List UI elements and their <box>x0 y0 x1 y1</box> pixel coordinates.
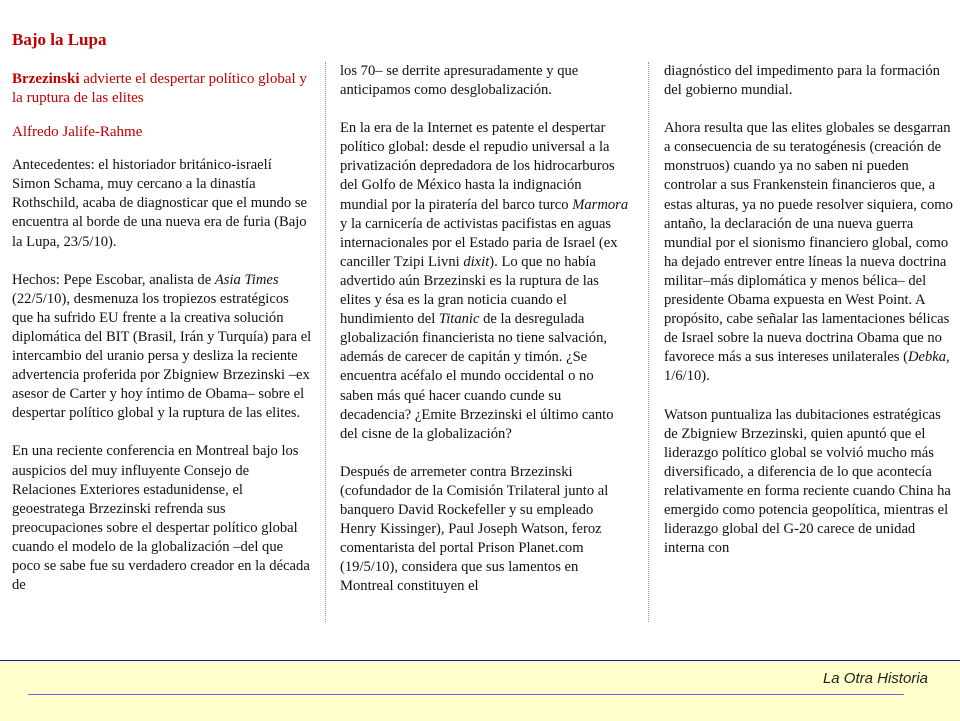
paragraph-text: de la desregulada globalización financierista no tiene salvación, además de carecer de capitán y timón. ¿Se encuentra acéfalo el mundo occidental o no saben más qué hacer cuando cunde su decadencia? ¿Emite Brzezinski el último canto del cisne de la globalización? <box>340 311 614 442</box>
paragraph <box>664 119 954 386</box>
paragraph: los 70– se derrite apresuradamente y que anticipamos como desglobalización. <box>340 63 579 99</box>
paragraph-italic: dixit <box>463 253 490 270</box>
paragraph-text: , 1/6/10). <box>664 349 950 385</box>
paragraph-text: ). Lo que no había advertido aún Brzezinski es la ruptura de las elites y ésa es la gran noticia cuando el hundimiento del <box>340 253 599 328</box>
paragraph-text: (22/5/10), desmenuza los tropiezos estratégicos que ha sufrido EU frente a la creativa solución diplomática del BIT (Brasil, Irán y Turquía) para el intercambio del uranio persa y desliza la reciente advertencia proferida por Zbigniew Brzezinski –ex asesor de Carter y hoy íntimo de Obama– sobre el despertar político global y la ruptura de las elites. <box>12 290 312 422</box>
article-headline <box>12 70 312 108</box>
paragraph: En una reciente conferencia en Montreal bajo los auspicios del muy influyente Consejo de Relaciones Exteriores estadunidense, el geoestratega Brzezinski refrenda sus preocupaciones sobre el despertar político global cuando el modelo de la globalización –del que poco se sabe fue su verdadero creador en la década de <box>12 443 310 594</box>
paragraph-italic: Titanic <box>438 311 480 328</box>
paragraph: Antecedentes: el historiador británico-israelí Simon Schama, muy cercano a la dinastía Rothschild, acaba de diagnosticar que el mundo se encuentra al borde de una nueva era de furia (Bajo la Lupa, 23/5/10). <box>12 157 308 250</box>
paragraph <box>340 119 630 444</box>
paragraph-text: En la era de la Internet es patente el despertar político global: desde el repudio universal a la privatización depredadora de los hidrocarburos del Golfo de México hasta la indignación mundial por la piratería del barco turco <box>340 120 615 213</box>
paragraph-text: y la carnicería de activistas pacifistas en aguas internacionales por el Estado paria de Israel (ex canciller Tzipi Livni <box>340 215 618 270</box>
paragraph-text: Ahora resulta que las elites globales se desgarran a consecuencia de su teratogénesis (creación de monstruos) cuando ya no saben ni pueden controlar a sus Frankenstein financieros que, a estas alturas, ya no puede resolver siquiera, como antaño, la declaración de una nueva guerra mundial por el sionismo financiero global, como ha dejado entrever entre líneas la nueva doctrina militar–más diplomática y menos bélica– del presidente Obama expuesta en West Point. A propósito, cabe señalar las lamentaciones bélicas de Israel sobre la nueva doctrina Obama que no favorece más a sus intereses unilaterales ( <box>664 120 953 366</box>
paragraph-italic: Debka <box>907 349 947 366</box>
article-author: Alfredo Jalife-Rahme <box>12 124 143 141</box>
paragraph: Watson puntualiza las dubitaciones estratégicas de Zbigniew Brzezinski, quien apuntó que el liderazgo político global se volvió mucho más diversificado, a diferencia de lo que acontecía relativamente en forma reciente cuando China ha emergido como potencia geopolítica, mientras el liderazgo global del G-20 carece de unidad interna con <box>664 406 951 557</box>
paragraph: Después de arremeter contra Brzezinski (cofundador de la Comisión Trilateral junto al banquero David Rockefeller y su empleado Henry Kissinger), Paul Joseph Watson, feroz comentarista del portal Prison Planet.com (19/5/10), considera que sus lamentos en Montreal constituyen el <box>340 463 609 595</box>
footer-rule <box>28 694 904 695</box>
footer-label: La Otra Historia <box>822 670 928 687</box>
paragraph-italic: Marmora <box>572 196 629 213</box>
column-divider <box>325 62 326 622</box>
article-column-2 <box>340 62 630 615</box>
headline-name: Brzezinski <box>12 71 80 88</box>
paragraph-italic: Asia Times <box>214 271 279 288</box>
article-column-3 <box>664 62 954 577</box>
paragraph <box>12 271 312 424</box>
slide-footer <box>0 660 960 721</box>
column-divider <box>648 62 649 622</box>
section-title: Bajo la Lupa <box>12 30 107 49</box>
paragraph-text: Hechos: Pepe Escobar, analista de <box>12 271 215 288</box>
headline-text: advierte el despertar político global y la ruptura de las elites <box>12 71 307 107</box>
article-column-1 <box>12 30 312 614</box>
paragraph: diagnóstico del impedimento para la formación del gobierno mundial. <box>664 63 940 99</box>
